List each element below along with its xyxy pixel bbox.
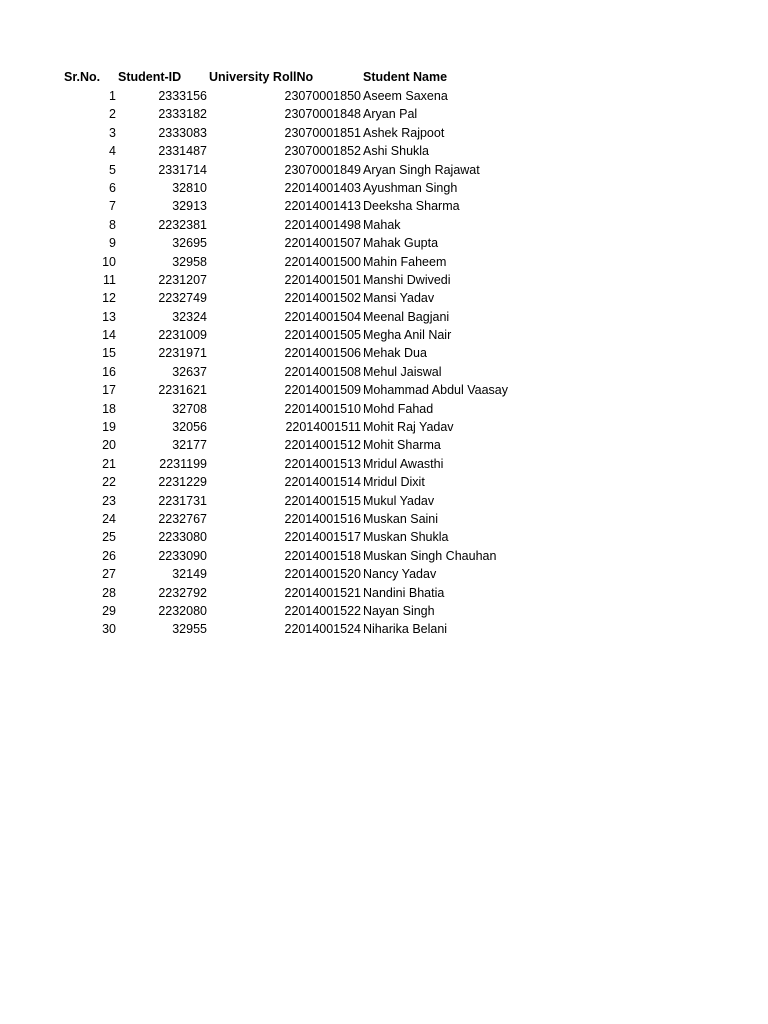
table-row bbox=[0, 400, 768, 418]
table-row bbox=[0, 620, 768, 638]
row-student-id: 2231199 bbox=[159, 456, 207, 471]
row-sr-no: 11 bbox=[103, 272, 116, 287]
row-student-id: 2331714 bbox=[158, 162, 207, 177]
row-student-name: Muskan Shukla bbox=[363, 530, 449, 545]
row-sr-no: 7 bbox=[109, 199, 116, 214]
row-sr-no: 6 bbox=[109, 180, 116, 195]
row-university-roll-no: 22014001413 bbox=[284, 199, 361, 214]
row-university-roll-no: 22014001508 bbox=[284, 364, 361, 379]
row-sr-no: 4 bbox=[109, 144, 116, 159]
row-student-id: 32955 bbox=[172, 622, 207, 637]
row-student-name: Mohit Raj Yadav bbox=[363, 420, 454, 435]
row-university-roll-no: 22014001500 bbox=[284, 254, 361, 269]
table-row bbox=[0, 510, 768, 528]
row-student-id: 2232792 bbox=[158, 585, 207, 600]
table-row bbox=[0, 326, 768, 344]
row-sr-no: 30 bbox=[102, 622, 116, 637]
row-student-id: 2333156 bbox=[158, 89, 207, 103]
table-row bbox=[0, 363, 768, 381]
row-university-roll-no: 22014001501 bbox=[284, 272, 361, 287]
row-student-name: Aryan Pal bbox=[363, 107, 418, 122]
table-row bbox=[0, 602, 768, 620]
row-sr-no: 5 bbox=[109, 162, 116, 177]
row-university-roll-no: 22014001502 bbox=[284, 291, 361, 306]
row-sr-no: 25 bbox=[102, 530, 116, 545]
row-sr-no: 20 bbox=[102, 438, 116, 453]
row-university-roll-no: 22014001512 bbox=[284, 438, 361, 453]
row-university-roll-no: 22014001510 bbox=[284, 401, 361, 416]
header-student-name: Student Name bbox=[363, 70, 448, 84]
table-row bbox=[0, 105, 768, 123]
row-sr-no: 9 bbox=[109, 236, 116, 251]
row-student-id: 2333182 bbox=[158, 107, 207, 122]
table-row bbox=[0, 492, 768, 510]
row-university-roll-no: 22014001514 bbox=[284, 475, 361, 490]
row-sr-no: 16 bbox=[102, 364, 116, 379]
row-student-name: Mukul Yadav bbox=[363, 493, 435, 508]
row-student-name: Ayushman Singh bbox=[363, 180, 458, 195]
table-row bbox=[0, 473, 768, 491]
row-sr-no: 27 bbox=[102, 567, 116, 582]
row-university-roll-no: 22014001522 bbox=[284, 603, 361, 618]
row-sr-no: 24 bbox=[102, 511, 116, 526]
row-student-id: 2232749 bbox=[158, 291, 207, 306]
row-university-roll-no: 22014001521 bbox=[284, 585, 361, 600]
table-row bbox=[0, 436, 768, 454]
row-sr-no: 28 bbox=[102, 585, 116, 600]
table-row bbox=[0, 547, 768, 565]
header-student-id: Student-ID bbox=[118, 70, 182, 84]
row-university-roll-no: 22014001504 bbox=[284, 309, 361, 324]
row-sr-no: 8 bbox=[109, 217, 116, 232]
row-student-id: 2233090 bbox=[158, 548, 207, 563]
row-sr-no: 21 bbox=[102, 456, 116, 471]
row-university-roll-no: 22014001505 bbox=[284, 328, 361, 343]
row-student-name: Mahak Gupta bbox=[363, 236, 439, 251]
row-student-id: 2333083 bbox=[158, 125, 207, 140]
row-sr-no: 22 bbox=[102, 475, 116, 490]
row-student-id: 32913 bbox=[172, 199, 207, 214]
row-student-id: 32958 bbox=[172, 254, 207, 269]
row-student-id: 32324 bbox=[172, 309, 207, 324]
row-sr-no: 18 bbox=[102, 401, 116, 416]
row-student-name: Muskan Singh Chauhan bbox=[363, 548, 497, 563]
table-row bbox=[0, 308, 768, 326]
row-sr-no: 26 bbox=[102, 548, 116, 563]
row-student-id: 32695 bbox=[172, 236, 207, 251]
student-list-table bbox=[0, 68, 768, 639]
row-university-roll-no: 22014001513 bbox=[284, 456, 361, 471]
row-sr-no: 23 bbox=[102, 493, 116, 508]
row-student-name: Mahak bbox=[363, 217, 401, 232]
row-student-id: 32810 bbox=[172, 180, 207, 195]
row-student-name: Mohammad Abdul Vaasay bbox=[363, 383, 508, 398]
row-student-name: Mohd Fahad bbox=[363, 401, 434, 416]
row-student-name: Mehul Jaiswal bbox=[363, 364, 442, 379]
table-row bbox=[0, 124, 768, 142]
table-row bbox=[0, 289, 768, 307]
row-university-roll-no: 23070001850 bbox=[284, 89, 361, 103]
table-row bbox=[0, 455, 768, 473]
row-student-name: Meenal Bagjani bbox=[363, 309, 450, 324]
row-university-roll-no: 22014001520 bbox=[284, 567, 361, 582]
row-student-id: 2232381 bbox=[158, 217, 207, 232]
row-university-roll-no: 22014001506 bbox=[284, 346, 361, 361]
table-row bbox=[0, 418, 768, 436]
row-student-name: Ashi Shukla bbox=[363, 144, 430, 159]
table-body bbox=[0, 87, 768, 639]
row-student-id: 2231731 bbox=[158, 493, 207, 508]
table-row bbox=[0, 584, 768, 602]
row-sr-no: 14 bbox=[102, 328, 116, 343]
row-university-roll-no: 22014001515 bbox=[284, 493, 361, 508]
table-row bbox=[0, 142, 768, 160]
row-university-roll-no: 23070001848 bbox=[284, 107, 361, 122]
row-sr-no: 3 bbox=[109, 125, 116, 140]
row-student-id: 2331487 bbox=[158, 144, 207, 159]
row-student-id: 2231621 bbox=[158, 383, 207, 398]
row-student-name: Megha Anil Nair bbox=[363, 328, 452, 343]
row-sr-no: 17 bbox=[102, 383, 116, 398]
header-university-roll-no: University RollNo bbox=[209, 70, 314, 84]
row-student-id: 2231207 bbox=[158, 272, 207, 287]
table-row bbox=[0, 271, 768, 289]
row-university-roll-no: 23070001849 bbox=[284, 162, 361, 177]
row-university-roll-no: 22014001511 bbox=[285, 420, 361, 435]
row-student-id: 32637 bbox=[172, 364, 207, 379]
row-sr-no: 19 bbox=[102, 420, 116, 435]
row-university-roll-no: 22014001509 bbox=[284, 383, 361, 398]
row-student-name: Aryan Singh Rajawat bbox=[363, 162, 480, 177]
row-student-name: Muskan Saini bbox=[363, 511, 439, 526]
table-row bbox=[0, 234, 768, 252]
row-student-id: 2233080 bbox=[158, 530, 207, 545]
table-row bbox=[0, 381, 768, 399]
table-header-row bbox=[0, 68, 768, 87]
row-student-name: Mridul Awasthi bbox=[363, 456, 444, 471]
row-university-roll-no: 22014001524 bbox=[284, 622, 361, 637]
row-student-name: Manshi Dwivedi bbox=[363, 272, 451, 287]
row-student-name: Nandini Bhatia bbox=[363, 585, 445, 600]
table-row bbox=[0, 197, 768, 215]
row-university-roll-no: 22014001403 bbox=[284, 180, 361, 195]
row-sr-no: 2 bbox=[109, 107, 116, 122]
row-student-name: Deeksha Sharma bbox=[363, 199, 460, 214]
table-row bbox=[0, 161, 768, 179]
row-student-name: Mahin Faheem bbox=[363, 254, 447, 269]
row-student-id: 2232767 bbox=[158, 511, 207, 526]
row-sr-no: 29 bbox=[102, 603, 116, 618]
row-sr-no: 1 bbox=[109, 89, 116, 103]
row-student-id: 32177 bbox=[172, 438, 207, 453]
row-university-roll-no: 22014001516 bbox=[284, 511, 361, 526]
row-student-name: Mansi Yadav bbox=[363, 291, 435, 306]
table-row bbox=[0, 565, 768, 583]
row-student-id: 32149 bbox=[172, 567, 207, 582]
table-row bbox=[0, 179, 768, 197]
row-student-name: Mohit Sharma bbox=[363, 438, 441, 453]
table-row bbox=[0, 87, 768, 105]
header-sr-no: Sr.No. bbox=[64, 70, 101, 84]
row-university-roll-no: 22014001498 bbox=[284, 217, 361, 232]
row-sr-no: 12 bbox=[102, 291, 116, 306]
row-sr-no: 15 bbox=[102, 346, 116, 361]
row-student-name: Niharika Belani bbox=[363, 622, 448, 637]
row-student-id: 2232080 bbox=[158, 603, 207, 618]
row-university-roll-no: 22014001507 bbox=[284, 236, 361, 251]
row-student-id: 2231009 bbox=[158, 328, 207, 343]
row-university-roll-no: 23070001852 bbox=[284, 144, 361, 159]
row-student-name: Mridul Dixit bbox=[363, 475, 425, 490]
row-university-roll-no: 22014001517 bbox=[284, 530, 361, 545]
table-row bbox=[0, 528, 768, 546]
row-student-name: Aseem Saxena bbox=[363, 89, 448, 103]
row-university-roll-no: 22014001518 bbox=[284, 548, 361, 563]
row-student-name: Nancy Yadav bbox=[363, 567, 437, 582]
row-sr-no: 10 bbox=[102, 254, 116, 269]
table-row bbox=[0, 253, 768, 271]
row-student-id: 32708 bbox=[172, 401, 207, 416]
row-student-name: Mehak Dua bbox=[363, 346, 427, 361]
table-row bbox=[0, 216, 768, 234]
row-student-name: Ashek Rajpoot bbox=[363, 125, 445, 140]
row-university-roll-no: 23070001851 bbox=[284, 125, 361, 140]
row-student-id: 2231229 bbox=[158, 475, 207, 490]
row-student-id: 2231971 bbox=[158, 346, 207, 361]
table-row bbox=[0, 344, 768, 362]
row-student-name: Nayan Singh bbox=[363, 603, 435, 618]
row-student-id: 32056 bbox=[172, 420, 207, 435]
row-sr-no: 13 bbox=[102, 309, 116, 324]
